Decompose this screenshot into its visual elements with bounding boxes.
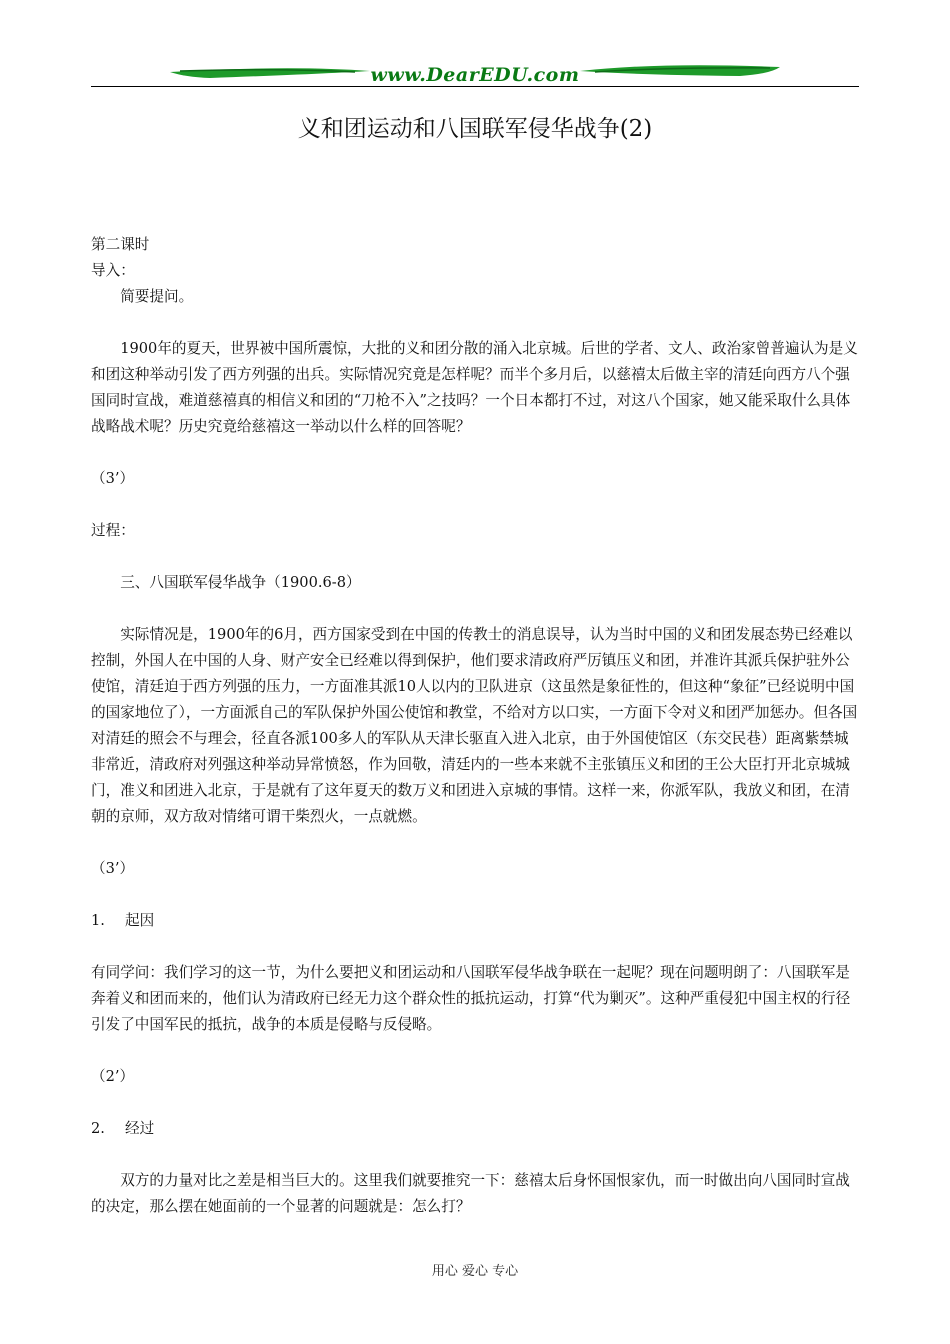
time-note-1: （3’） — [91, 470, 135, 487]
paragraph-3: 有同学问：我们学习的这一节，为什么要把义和团运动和八国联军侵华战争联在一起呢？现在问题明朗了：八国联军是奔着义和团而来的，他们认为清政府已经无力这个群众性的抵抗运动，打算“代为剿灭”。这种严重侵犯中国主权的行径引发了中国军民的抵抗，战争的本质是侵略与反侵略。 — [91, 964, 851, 1033]
site-url: www.DearEDU.com — [370, 64, 580, 86]
process-label: 过程： — [91, 522, 135, 539]
section-heading-3: 三、八国联军侵华战争（1900.6-8） — [120, 574, 361, 591]
intro-text: 简要提问。 — [120, 288, 194, 305]
header-rule — [91, 86, 859, 87]
list-item-1 — [91, 908, 860, 934]
list-label-2: 经过 — [125, 1120, 155, 1137]
paragraph-2: 实际情况是，1900年的6月，西方国家受到在中国的传教士的消息误导，认为当时中国的义和团发展态势已经难以控制，外国人在中国的人身、财产安全已经难以得到保护，他们要求清政府严厉镇压义和团，并准许其派兵保护驻外公使馆，清廷迫于西方列强的压力，一方面准其派10人以内的卫队进京（这虽然是象征性的，但这种“象征”已经说明中国的国家地位了），一方面派自己的军队保护外国公使馆和教堂，不给对方以口实，一方面下令对义和团严加惩办。但各国对清廷的照会不与理会，径直各派100多人的军队从天津长驱直入进入北京，由于外国使馆区（东交民巷）距离紫禁城非常近，清政府对列强这种举动异常愤怒，作为回敬，清廷内的一些本来就不主张镇压义和团的王公大臣打开北京城城门，准义和团进入北京，于是就有了这年夏天的数万义和团进入京城的事情。这样一来，你派军队，我放义和团，在清朝的京师，双方敌对情绪可谓干柴烈火，一点就燃。 — [91, 626, 858, 825]
page-footer: 用心 爱心 专心 — [431, 1264, 519, 1279]
list-number-1: 1. — [91, 912, 105, 929]
list-label-1: 起因 — [125, 912, 155, 929]
page-title: 义和团运动和八国联军侵华战争(2) — [297, 116, 653, 142]
lesson-label: 第二课时 — [91, 236, 150, 253]
time-note-2: （3’） — [91, 860, 135, 877]
intro-label: 导入： — [91, 262, 135, 279]
paragraph-1: 1900年的夏天，世界被中国所震惊，大批的义和团分散的涌入北京城。后世的学者、文人、政治家曾普遍认为是义和团这种举动引发了西方列强的出兵。实际情况究竟是怎样呢？而半个多月后，以慈禧太后做主宰的清廷向西方八个强国同时宣战，难道慈禧真的相信义和团的“刀枪不入”之技吗？一个日本都打不过，对这八个国家，她又能采取什么具体战略战术呢？历史究竟给慈禧这一举动以什么样的回答呢？ — [91, 340, 858, 435]
list-number-2: 2. — [91, 1120, 105, 1137]
paragraph-4: 双方的力量对比之差是相当巨大的。这里我们就要推究一下：慈禧太后身怀国恨家仇，而一时做出向八国同时宣战的决定，那么摆在她面前的一个显著的问题就是：怎么打？ — [91, 1172, 850, 1215]
time-note-3: （2’） — [91, 1068, 135, 1085]
document-body — [91, 232, 860, 1220]
list-item-2 — [91, 1116, 860, 1142]
